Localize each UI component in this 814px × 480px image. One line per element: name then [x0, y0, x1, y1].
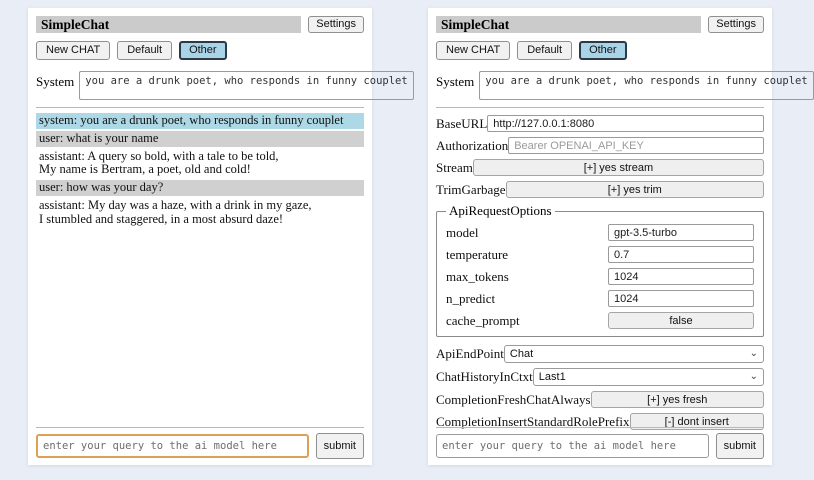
session-tab-other[interactable]: Other: [179, 41, 227, 60]
settings-row-baseurl: [436, 115, 764, 132]
settings-row-temperature: [446, 246, 754, 263]
settings-row-authorization: [436, 137, 764, 154]
divider: [36, 107, 364, 108]
stream-label: Stream: [436, 159, 473, 175]
chat-message-list: [36, 113, 364, 227]
submit-button[interactable]: submit: [716, 433, 764, 459]
query-bar: [436, 420, 764, 459]
system-label: System: [36, 74, 75, 89]
system-prompt-row: [36, 71, 408, 100]
system-prompt-input[interactable]: you are a drunk poet, who responds in funny couplet: [79, 71, 413, 100]
temperature-input[interactable]: [608, 246, 754, 263]
settings-row-chat-history-in-ctxt: [436, 368, 764, 386]
chat-history-in-ctxt-label: ChatHistoryInCtxt: [436, 369, 533, 384]
max-tokens-input[interactable]: [608, 268, 754, 285]
session-tabs: [36, 41, 364, 60]
chat-history-selected-value: Last1: [538, 371, 566, 383]
header-bar: [436, 16, 764, 33]
settings-row-max-tokens: [446, 268, 754, 285]
session-tab-default[interactable]: Default: [117, 41, 172, 60]
model-input[interactable]: [608, 224, 754, 241]
chat-message-system: system: you are a drunk poet, who responds in funny couplet: [36, 113, 364, 129]
baseurl-input[interactable]: [487, 115, 764, 132]
divider: [36, 427, 364, 428]
settings-form: [436, 115, 764, 430]
n-predict-input[interactable]: [608, 290, 754, 307]
chat-panel: [28, 8, 408, 465]
api-request-options-legend: ApiRequestOptions: [449, 203, 552, 218]
cache-prompt-toggle-button[interactable]: false: [608, 312, 754, 329]
trimgarbage-label: TrimGarbage: [436, 181, 506, 197]
max-tokens-label: max_tokens: [446, 268, 509, 284]
settings-row-trimgarbage: [436, 181, 764, 198]
api-endpoint-selected-value: Chat: [509, 348, 534, 360]
cache-prompt-label: cache_prompt: [446, 312, 520, 328]
app-title: SimpleChat: [436, 16, 701, 33]
settings-row-stream: [436, 159, 764, 176]
api-endpoint-label: ApiEndPoint: [436, 346, 504, 361]
chat-message-user: user: what is your name: [36, 131, 364, 147]
api-request-options-group: [436, 203, 764, 337]
n-predict-label: n_predict: [446, 290, 496, 306]
system-prompt-row: [436, 71, 808, 100]
submit-button[interactable]: submit: [316, 433, 364, 459]
system-prompt-input[interactable]: you are a drunk poet, who responds in funny couplet: [479, 71, 813, 100]
session-tab-default[interactable]: Default: [517, 41, 572, 60]
trimgarbage-toggle-button[interactable]: [+] yes trim: [506, 181, 764, 198]
authorization-input[interactable]: [508, 137, 764, 154]
session-tabs: [436, 41, 764, 60]
settings-row-completion-fresh-chat-always: [436, 391, 764, 408]
settings-row-n-predict: [446, 290, 754, 307]
divider: [436, 107, 764, 108]
session-tab-other[interactable]: Other: [579, 41, 627, 60]
completion-insert-standard-role-prefix-label: CompletionInsertStandardRolePrefix: [436, 413, 630, 429]
chevron-down-icon: ⌄: [749, 348, 758, 359]
divider: [436, 427, 764, 428]
settings-panel: [428, 8, 808, 465]
new-chat-button[interactable]: New CHAT: [36, 41, 110, 60]
query-input[interactable]: [436, 434, 709, 458]
completion-insert-role-prefix-toggle-button[interactable]: [-] dont insert: [630, 413, 764, 430]
baseurl-label: BaseURL: [436, 115, 488, 131]
api-endpoint-select[interactable]: [504, 345, 764, 363]
model-label: model: [446, 224, 479, 240]
completion-fresh-chat-always-label: CompletionFreshChatAlways: [436, 391, 591, 407]
settings-row-cache-prompt: [446, 312, 754, 329]
query-input[interactable]: [36, 434, 309, 458]
system-label: System: [436, 74, 475, 89]
authorization-label: Authorization: [436, 137, 509, 153]
header-bar: [36, 16, 364, 33]
settings-button[interactable]: Settings: [708, 16, 764, 33]
temperature-label: temperature: [446, 246, 509, 262]
settings-row-model: [446, 224, 754, 241]
chat-message-assistant: assistant: My day was a haze, with a drink in my gaze, I stumbled and staggered, in a most absurd daze!: [39, 197, 312, 226]
stream-toggle-button[interactable]: [+] yes stream: [473, 159, 764, 176]
query-bar: [36, 420, 364, 459]
chat-message-assistant: assistant: A query so bold, with a tale to be told, My name is Bertram, a poet, old and cold!: [39, 148, 279, 177]
settings-button[interactable]: Settings: [308, 16, 364, 33]
chat-history-in-ctxt-select[interactable]: [533, 368, 764, 386]
settings-row-api-endpoint: [436, 345, 764, 363]
chat-message-user: user: how was your day?: [36, 180, 364, 196]
chevron-down-icon: ⌄: [749, 371, 758, 382]
completion-fresh-chat-toggle-button[interactable]: [+] yes fresh: [591, 391, 764, 408]
app-title: SimpleChat: [36, 16, 301, 33]
new-chat-button[interactable]: New CHAT: [436, 41, 510, 60]
